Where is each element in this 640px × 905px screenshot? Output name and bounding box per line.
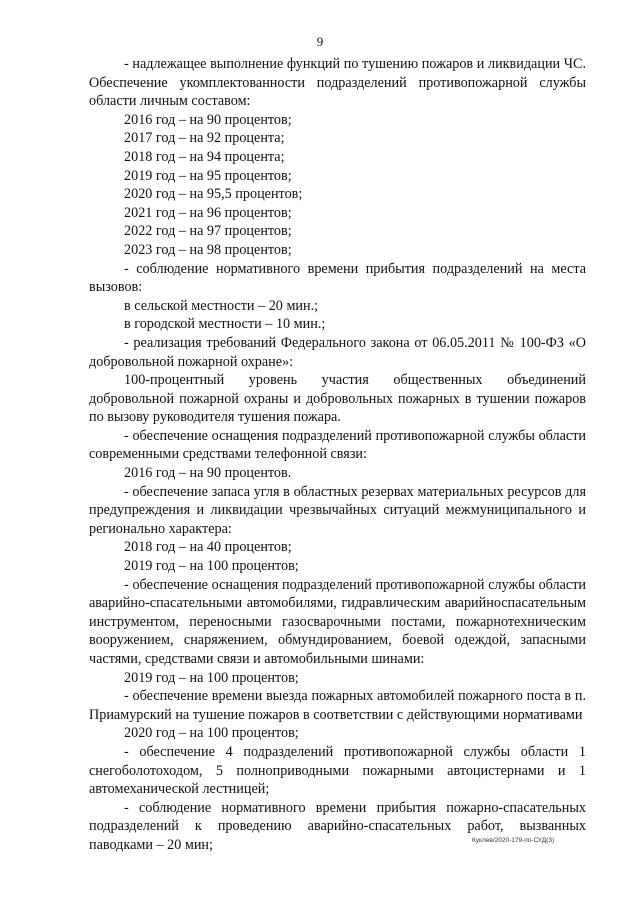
paragraph: - обеспечение оснащения подразделений противопожарной службы области современными средствами телефонной связи: [89, 427, 586, 463]
document-body [89, 55, 586, 855]
paragraph: 2019 год – на 100 процентов; [124, 558, 299, 575]
paragraph: 2018 год – на 40 процентов; [124, 539, 292, 556]
paragraph: 2020 год – на 95,5 процентов; [124, 186, 303, 203]
paragraph: 100-процентный уровень участия общественных объединений добровольной пожарной охраны и добровольных пожарных в тушении пожаров по вызову руководителя тушения пожара. [89, 372, 586, 426]
paragraph: 2019 год – на 100 процентов; [124, 669, 299, 686]
paragraph: 2020 год – на 100 процентов; [124, 725, 299, 742]
paragraph: - реализация требований Федерального закона от 06.05.2011 № 100-ФЗ «О добровольной пожарной охране»: [89, 334, 586, 370]
page-number: 9 [316, 34, 324, 49]
paragraph: - обеспечение оснащения подразделений противопожарной службы области аварийно-спасательными автомобилями, гидравлическим аварийноспасательным инструментом, переносными газосварочными постами, пожарнотехническим вооружением, снаряжением, обмундированием, боевой одеждой, запасными частями, средствами связи и автомобильными шинами: [89, 576, 586, 667]
paragraph: 2016 год – на 90 процентов. [124, 465, 292, 482]
paragraph: - соблюдение нормативного времени прибытия пожарно-спасательных подразделений к проведению аварийно-спасательных работ, вызванных паводками – 20 мин; [89, 799, 586, 853]
paragraph: - надлежащее выполнение функций по тушению пожаров и ликвидации ЧС. Обеспечение укомплектованности подразделений противопожарной службы области личным составом: [89, 56, 586, 110]
paragraph: в сельской местности – 20 мин.; [124, 297, 319, 314]
paragraph: в городской местности – 10 мин.; [124, 316, 326, 333]
paragraph: 2017 год – на 92 процента; [124, 130, 285, 147]
paragraph: 2021 год – на 96 процентов; [124, 204, 292, 221]
paragraph: 2023 год – на 98 процентов; [124, 241, 292, 258]
footer-code: Куклев/2020-179-пп-СУД(3) [472, 837, 555, 844]
paragraph: 2022 год – на 97 процентов; [124, 223, 292, 240]
paragraph: 2016 год – на 90 процентов; [124, 111, 292, 128]
paragraph: - соблюдение нормативного времени прибытия подразделений на места вызовов: [89, 260, 586, 296]
paragraph: - обеспечение 4 подразделений противопожарной службы области 1 снегоболотоходом, 5 полноприводными пожарными автоцистернами и 1 автомеханической лестницей; [89, 743, 586, 798]
paragraph: 2019 год – на 95 процентов; [124, 167, 292, 184]
paragraph: - обеспечение запаса угля в областных резервах материальных ресурсов для предупреждения и ликвидации чрезвычайных ситуаций межмуниципального и регионально характера: [89, 483, 586, 537]
paragraph: - обеспечение времени выезда пожарных автомобилей пожарного поста в п. Приамурский на тушение пожаров в соответствии с действующими нормативами [89, 688, 586, 723]
paragraph: 2018 год – на 94 процента; [124, 148, 285, 165]
